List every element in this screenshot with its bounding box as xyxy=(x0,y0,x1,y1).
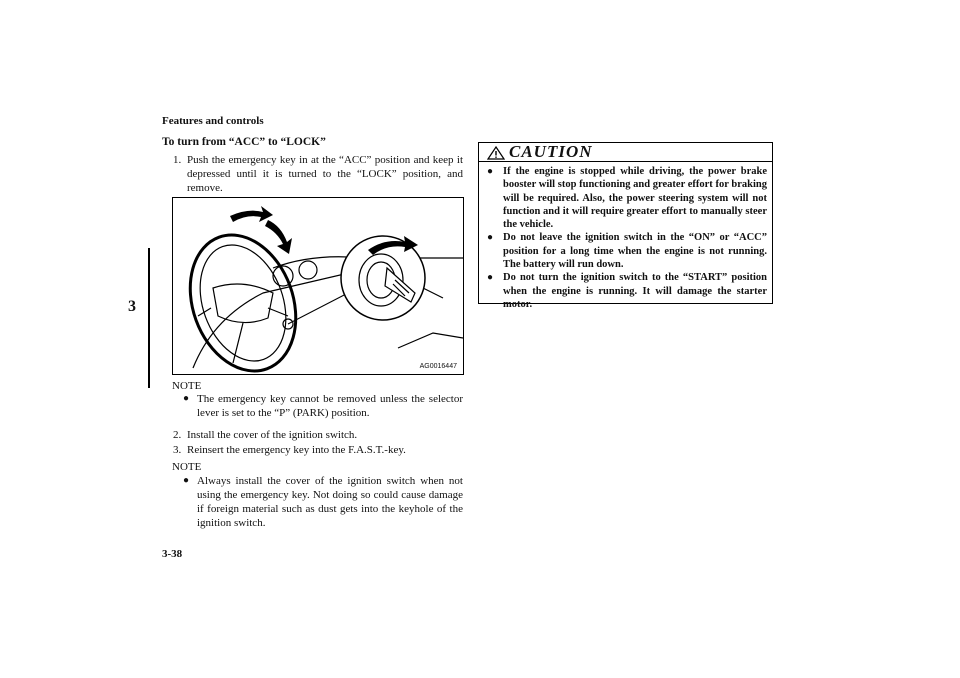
step-3-number: 3. xyxy=(173,444,182,456)
steps-2-3 xyxy=(173,428,463,458)
step-3 xyxy=(173,443,463,458)
caution-box xyxy=(478,142,773,310)
note-2-text: Always install the cover of the ignition switch when not using the emergency key. Not doing so could cause damage if foreign material such as dust gets into the keyhole of the ignition switch. xyxy=(197,475,463,529)
caution-item-text: Do not leave the ignition switch in the “ON” or “ACC” position for a long time when the engine is not running. The battery will run down. xyxy=(503,232,767,271)
bullet-icon: ● xyxy=(183,475,190,486)
caution-item xyxy=(487,231,767,271)
bullet-icon: ● xyxy=(183,393,190,404)
bullet-icon: ● xyxy=(487,166,494,177)
caution-header xyxy=(479,143,772,162)
warning-triangle-icon xyxy=(487,146,505,160)
caution-item xyxy=(487,165,767,231)
step-3-text: Reinsert the emergency key into the F.A.S.T.-key. xyxy=(187,444,406,456)
chapter-number: 3 xyxy=(128,298,136,315)
step-2-text: Install the cover of the ignition switch. xyxy=(187,429,358,441)
ignition-figure xyxy=(172,197,464,375)
note-1 xyxy=(183,392,463,420)
caution-item-text: If the engine is stopped while driving, the power brake booster will stop functioning and greater effort for braking will be required. Also, the power steering system will not function and it will require greater effort to manually steer the vehicle. xyxy=(503,166,767,231)
page-number: 3-38 xyxy=(162,548,183,560)
steering-wheel-illustration xyxy=(173,198,463,374)
caution-list xyxy=(487,165,767,311)
figure-code: AG0016447 xyxy=(419,363,457,370)
caution-item xyxy=(487,271,767,311)
chapter-tab-bar xyxy=(118,248,150,388)
note-2-label: NOTE xyxy=(172,461,202,473)
bullet-icon: ● xyxy=(487,272,494,284)
section-header: Features and controls xyxy=(162,115,264,127)
step-1-number: 1. xyxy=(173,154,182,166)
note-1-text: The emergency key cannot be removed unless the selector lever is set to the “P” (PARK) position. xyxy=(197,393,463,419)
step-2 xyxy=(173,428,463,443)
step-1 xyxy=(173,153,463,195)
bullet-icon: ● xyxy=(487,232,494,244)
step-1-text: Push the emergency key in at the “ACC” position and keep it depressed until it is turned to the “LOCK” position, and remove. xyxy=(187,154,463,194)
caution-title: CAUTION xyxy=(509,142,593,161)
procedure-heading: To turn from “ACC” to “LOCK” xyxy=(162,136,326,148)
step-2-number: 2. xyxy=(173,429,182,441)
note-1-label: NOTE xyxy=(172,380,202,392)
chapter-tab xyxy=(118,248,150,402)
note-2 xyxy=(183,474,463,530)
caution-item-text: Do not turn the ignition switch to the “START” position when the engine is running. It will damage the starter motor. xyxy=(503,272,767,310)
